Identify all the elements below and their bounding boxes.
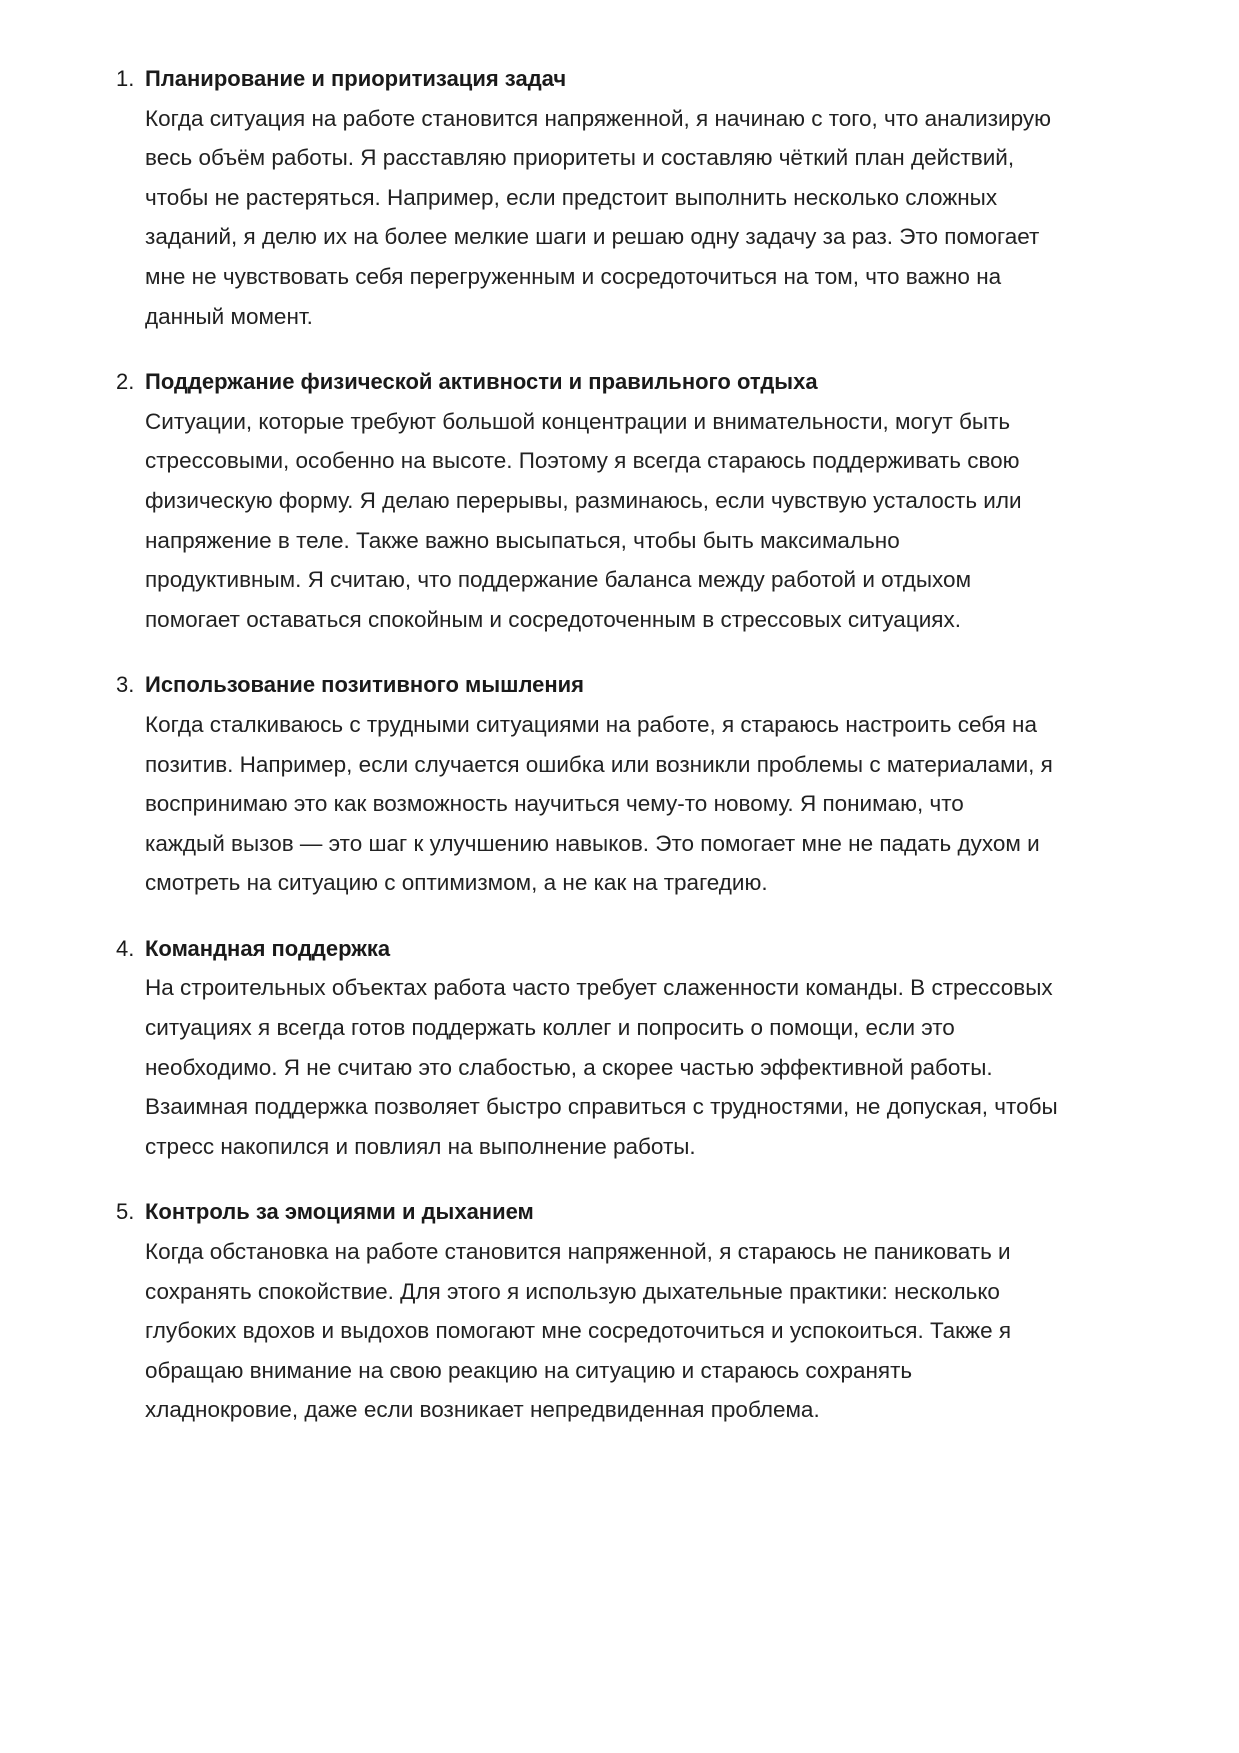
list-item-number: 1. xyxy=(116,66,135,91)
paragraph-line: напряжение в теле. Также важно высыпаться, чтобы быть максимально xyxy=(145,527,900,553)
paragraph-line: чтобы не растеряться. Например, если предстоит выполнить несколько сложных xyxy=(145,184,998,210)
list-item-title: Использование позитивного мышления xyxy=(145,672,585,698)
paragraph-line: смотреть на ситуацию с оптимизмом, а не как на трагедию. xyxy=(145,870,768,896)
paragraph-line: весь объём работы. Я расставляю приоритеты и составляю чёткий план действий, xyxy=(145,145,1015,171)
paragraph-line: позитив. Например, если случается ошибка или возникли проблемы с материалами, я xyxy=(145,751,1053,777)
paragraph-line: сохранять спокойствие. Для этого я использую дыхательные практики: несколько xyxy=(145,1278,1000,1304)
paragraph-line: стрессовыми, особенно на высоте. Поэтому я всегда стараюсь поддерживать свою xyxy=(145,448,1020,474)
paragraph-line: продуктивным. Я считаю, что поддержание баланса между работой и отдыхом xyxy=(145,567,972,593)
paragraph-line: Взаимная поддержка позволяет быстро справиться с трудностями, не допуская, чтобы xyxy=(145,1094,1058,1120)
list-item-number: 5. xyxy=(116,1199,135,1225)
paragraph-line: физическую форму. Я делаю перерывы, разминаюсь, если чувствую усталость или xyxy=(145,487,1022,513)
paragraph-line: На строительных объектах работа часто требует слаженности команды. В стрессовых xyxy=(145,975,1053,1001)
list-item-title: Планирование и приоритизация задач xyxy=(145,66,567,91)
paragraph-line: мне не чувствовать себя перегруженным и сосредоточиться на том, что важно на xyxy=(145,263,1002,289)
paragraph-line: заданий, я делю их на более мелкие шаги и решаю одну задачу за раз. Это помогает xyxy=(145,224,1040,250)
list-item-number: 3. xyxy=(116,672,135,698)
list-item xyxy=(0,665,1239,903)
list-item xyxy=(0,1192,1239,1430)
numbered-list xyxy=(0,59,1239,1456)
paragraph-line: глубоких вдохов и выдохов помогают мне сосредоточиться и успокоиться. Также я xyxy=(145,1318,1012,1344)
list-item-number: 2. xyxy=(116,369,135,395)
paragraph-line: хладнокровие, даже если возникает непредвиденная проблема. xyxy=(145,1397,820,1423)
paragraph-line: данный момент. xyxy=(145,303,313,329)
paragraph-line: Когда ситуация на работе становится напряженной, я начинаю с того, что анализирую xyxy=(145,105,1051,131)
list-item xyxy=(0,929,1239,1167)
paragraph-line: Когда обстановка на работе становится напряженной, я стараюсь не паниковать и xyxy=(145,1239,1011,1265)
list-item xyxy=(0,362,1239,639)
list-item-title: Контроль за эмоциями и дыханием xyxy=(145,1199,534,1225)
paragraph-line: необходимо. Я не считаю это слабостью, а скорее частью эффективной работы. xyxy=(145,1054,993,1080)
list-item-title: Командная поддержка xyxy=(145,935,391,961)
paragraph-line: стресс накопился и повлиял на выполнение работы. xyxy=(145,1133,696,1159)
paragraph-line: Ситуации, которые требуют большой концентрации и внимательности, могут быть xyxy=(145,408,1011,434)
list-item xyxy=(0,59,1239,336)
paragraph-line: Когда сталкиваюсь с трудными ситуациями на работе, я стараюсь настроить себя на xyxy=(145,711,1037,737)
paragraph-line: каждый вызов — это шаг к улучшению навыков. Это помогает мне не падать духом и xyxy=(145,830,1040,856)
paragraph-line: помогает оставаться спокойным и сосредоточенным в стрессовых ситуациях. xyxy=(145,606,961,632)
paragraph-line: воспринимаю это как возможность научиться чему-то новому. Я понимаю, что xyxy=(145,791,964,817)
list-item-title: Поддержание физической активности и правильного отдыха xyxy=(145,369,818,395)
paragraph-line: обращаю внимание на свою реакцию на ситуацию и стараюсь сохранять xyxy=(145,1357,913,1383)
paragraph-line: ситуациях я всегда готов поддержать коллег и попросить о помощи, если это xyxy=(145,1015,955,1041)
list-item-number: 4. xyxy=(116,935,135,961)
